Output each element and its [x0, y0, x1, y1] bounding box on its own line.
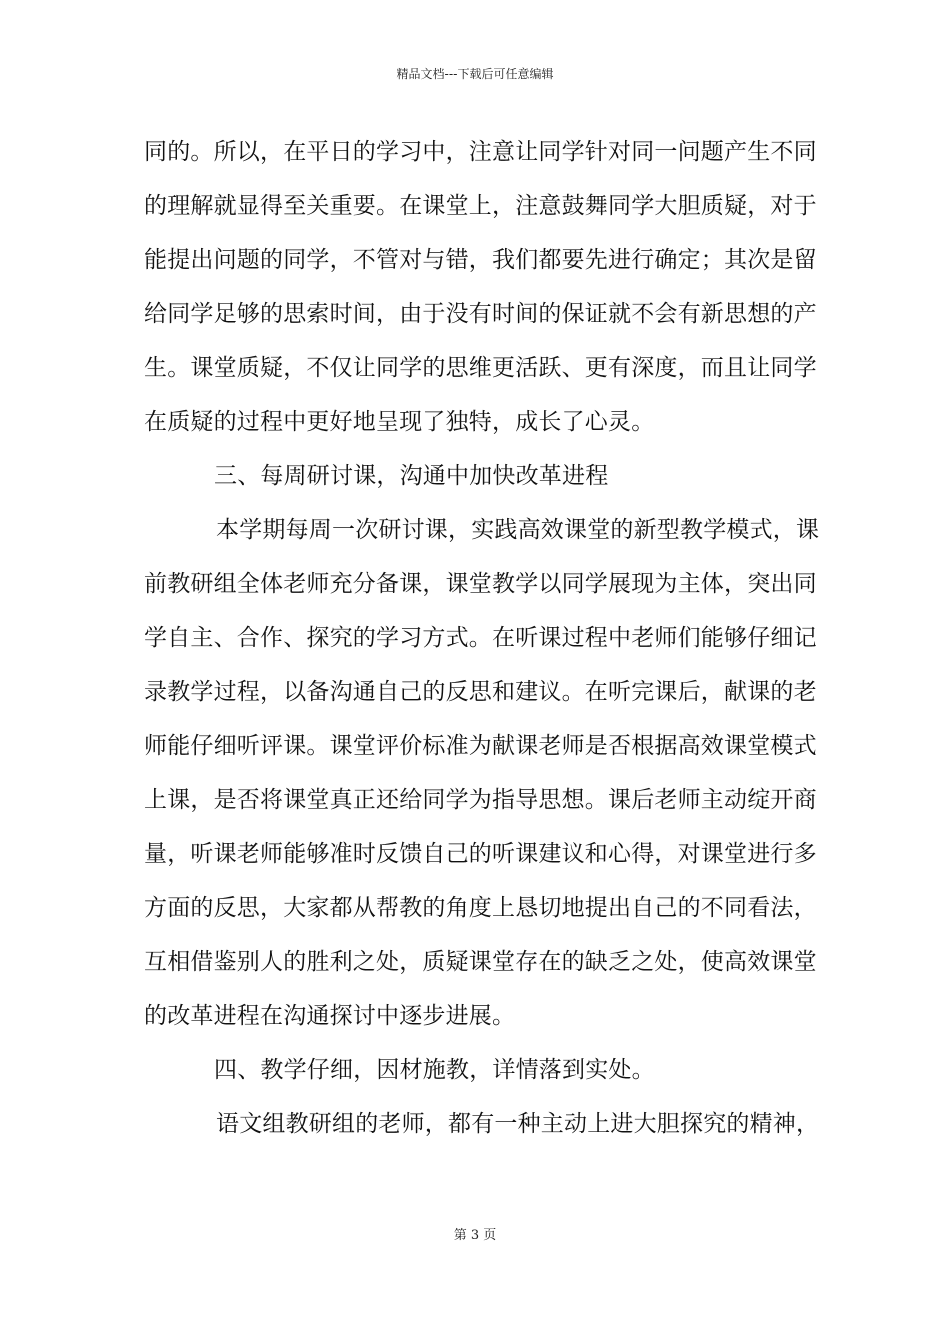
- section-heading-4: 四、教学仔细，因材施教，详情落到实处。: [214, 1057, 655, 1083]
- paragraph-line: 的理解就显得至关重要。在课堂上，注意鼓舞同学大胆质疑，对于: [144, 193, 817, 219]
- paragraph-line: 在质疑的过程中更好地呈现了独特，成长了心灵。: [144, 409, 655, 435]
- paragraph-line: 能提出问题的同学，不管对与错，我们都要先进行确定；其次是留: [144, 247, 817, 273]
- document-body: [144, 132, 820, 1158]
- paragraph-line: 互相借鉴别人的胜利之处，质疑课堂存在的缺乏之处，使高效课堂: [144, 949, 817, 975]
- paragraph-line: 前教研组全体老师充分备课，课堂教学以同学展现为主体，突出同: [144, 571, 817, 597]
- paragraph-line: 生。课堂质疑，不仅让同学的思维更活跃、更有深度，而且让同学: [144, 355, 817, 381]
- paragraph-line: 方面的反思，大家都从帮教的角度上恳切地提出自己的不同看法，: [144, 895, 817, 921]
- paragraph-line: 师能仔细听评课。课堂评价标准为献课老师是否根据高效课堂模式: [144, 733, 817, 759]
- paragraph-line: 录教学过程，以备沟通自己的反思和建议。在听完课后，献课的老: [144, 679, 817, 705]
- paragraph-line: 语文组教研组的老师，都有一种主动上进大胆探究的精神，: [216, 1111, 820, 1137]
- section-heading-3: 三、每周研讨课，沟通中加快改革进程: [214, 463, 609, 489]
- page-number: 第 3 页: [453, 1228, 497, 1243]
- paragraph-line: 本学期每周一次研讨课，实践高效课堂的新型教学模式，课: [216, 517, 820, 543]
- paragraph-line: 的改革进程在沟通探讨中逐步进展。: [144, 1003, 516, 1029]
- paragraph-line: 上课，是否将课堂真正还给同学为指导思想。课后老师主动绽开商: [144, 787, 817, 813]
- paragraph-line: 给同学足够的思索时间，由于没有时间的保证就不会有新思想的产: [144, 301, 817, 327]
- paragraph-line: 量，听课老师能够准时反馈自己的听课建议和心得，对课堂进行多: [144, 841, 817, 867]
- paragraph-line: 学自主、合作、探究的学习方式。在听课过程中老师们能够仔细记: [144, 625, 817, 651]
- paragraph-line: 同的。所以，在平日的学习中，注意让同学针对同一问题产生不同: [144, 139, 817, 165]
- page-header: 精品文档---下载后可任意编辑: [396, 67, 554, 81]
